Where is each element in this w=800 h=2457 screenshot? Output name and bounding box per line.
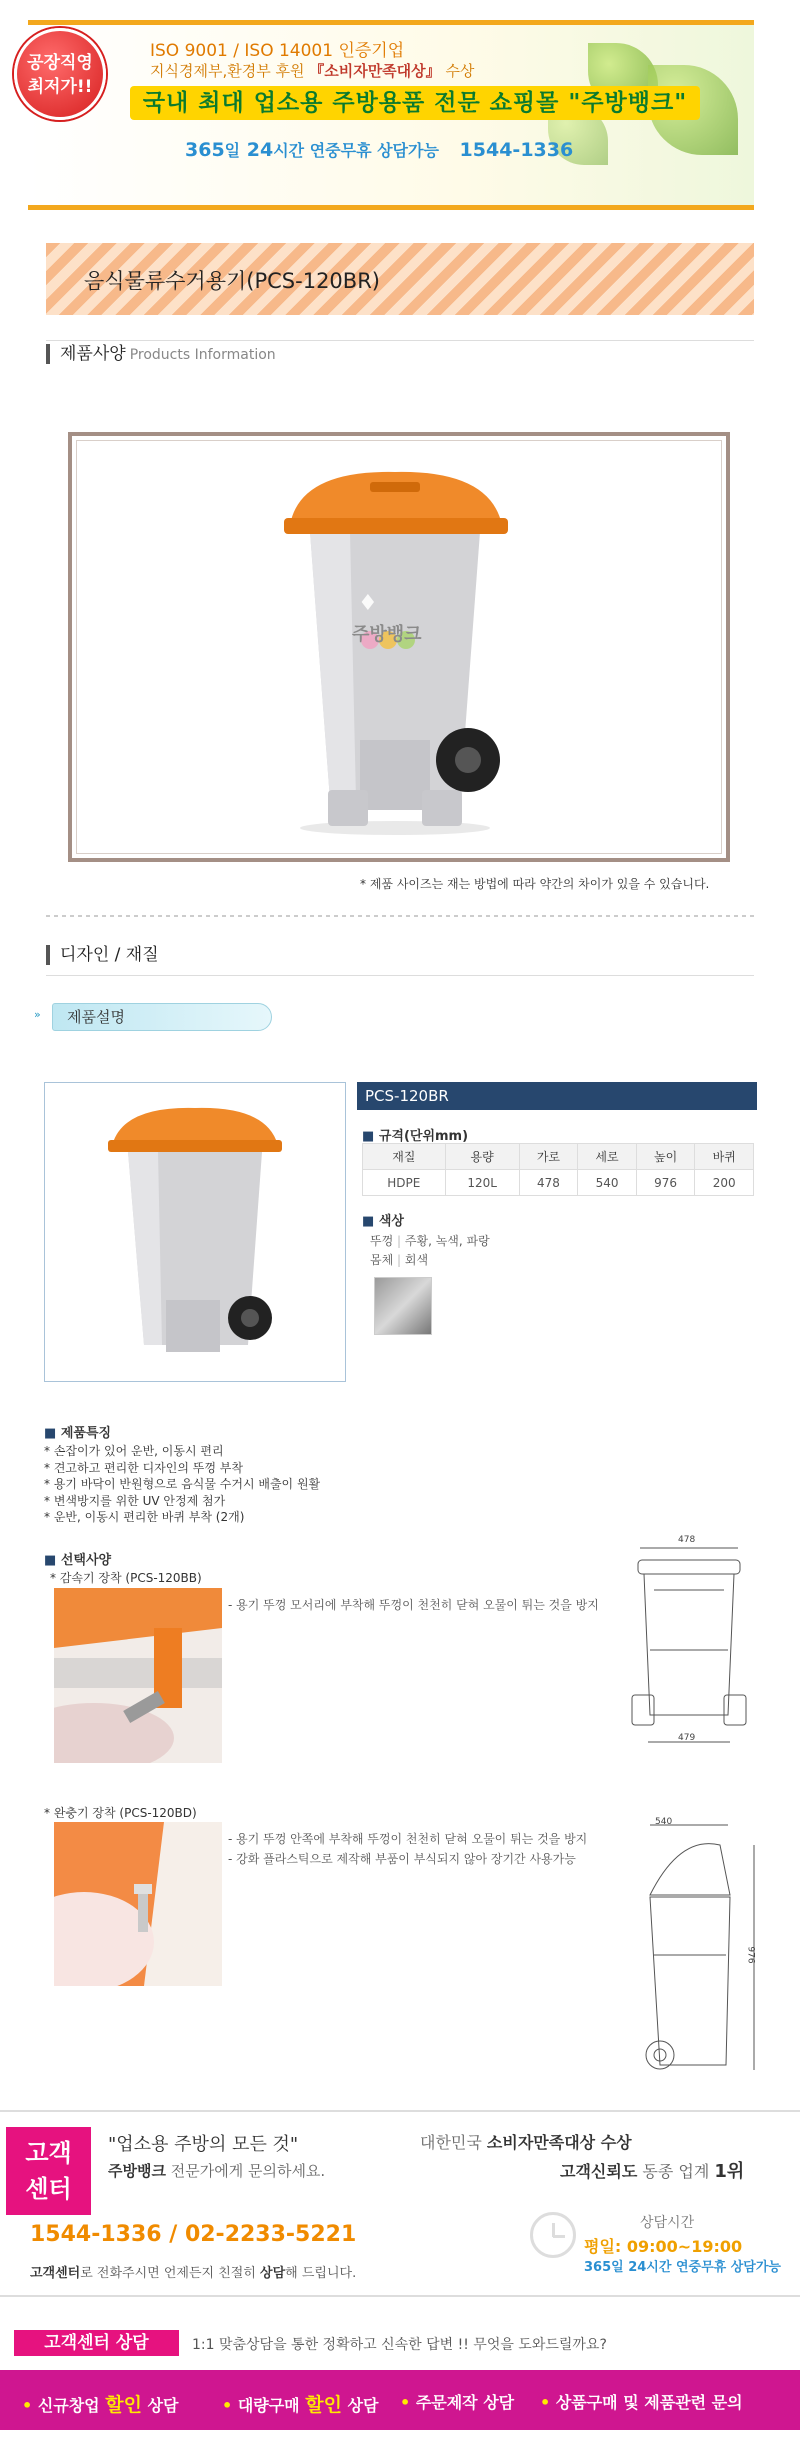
nav-pre: 대량구매 <box>237 2396 300 2415</box>
option1-desc: - 용기 뚜껑 모서리에 부착해 뚜껑이 천천히 닫혀 오물이 튀는 것을 방지 <box>228 1598 599 1612</box>
nav-post: 상담 <box>347 2396 379 2415</box>
features-title: ■ 제품특징 <box>44 1426 112 1441</box>
feature-item: * 변색방지를 위한 UV 안정제 첨가 <box>44 1493 226 1508</box>
bin-main-image <box>270 460 520 840</box>
nav-item-custom[interactable]: • 주문제작 상담 <box>400 2393 515 2412</box>
option2-name: * 완충기 장착 (PCS-120BD) <box>44 1806 197 1820</box>
cc-award: 소비자만족대상 수상 <box>486 2133 632 2152</box>
hours-rest: 시간 연중무휴 상담가능 <box>273 141 439 160</box>
part-swatch-image[interactable] <box>374 1277 432 1335</box>
dim-top-width: 478 <box>678 1535 696 1545</box>
cc-footer-strong: 상담 <box>260 2266 286 2281</box>
banner-phone[interactable]: 1544-1336 <box>459 139 574 161</box>
buffer-photo <box>54 1822 222 1986</box>
consult-text: 1:1 맞춤상담을 통한 정확하고 신속한 답변 !! 무엇을 도와드릴까요? <box>192 2337 607 2353</box>
spec-header-cell: 높이 <box>636 1144 695 1170</box>
watermark: 주방뱅크 <box>352 624 422 645</box>
spec-header-cell: 바퀴 <box>695 1144 754 1170</box>
spec-value-cell: 976 <box>636 1170 695 1196</box>
cc-footer-suffix: 해 드립니다. <box>285 2266 357 2281</box>
option2-desc: - 강화 플라스틱으로 제작해 부품이 부식되지 않아 장기간 사용가능 <box>228 1852 576 1866</box>
feature-item: * 운반, 이동시 편리한 바퀴 부착 (2개) <box>44 1510 245 1524</box>
divider <box>46 915 754 917</box>
dim-bottom-width: 479 <box>678 1733 696 1743</box>
divider <box>46 975 754 976</box>
option1-name: * 감속기 장착 (PCS-120BB) <box>50 1571 202 1585</box>
nav-item-inquiry[interactable]: • 상품구매 및 제품관련 문의 <box>540 2393 743 2412</box>
spec-value-cell: 540 <box>578 1170 637 1196</box>
options-title: ■ 선택사양 <box>44 1553 112 1568</box>
dim-height: 976 <box>745 1946 756 1964</box>
cc-trust-line <box>560 2157 744 2183</box>
divider <box>46 340 754 341</box>
feature-item: * 용기 바닥이 반원형으로 음식물 수거시 배출이 원활 <box>44 1477 321 1491</box>
consult-nav-bar <box>0 2370 800 2430</box>
color-label: ■ 색상 <box>362 1214 404 1229</box>
cc-award-prefix: 대한민국 <box>420 2133 482 2152</box>
customer-center-logo <box>6 2127 91 2215</box>
cc-footer <box>30 2262 356 2281</box>
sponsor-suffix: 수상 <box>445 62 475 80</box>
spec-value-cell: 478 <box>519 1170 578 1196</box>
dim-depth: 540 <box>655 1817 673 1827</box>
size-label-text: 규격(단위mm) <box>378 1129 469 1144</box>
slogan: 국내 최대 업소용 주방용품 전문 쇼핑몰 "주방뱅크" <box>130 86 700 120</box>
feature-item: * 견고하고 편리한 디자인의 뚜껑 부착 <box>44 1460 243 1475</box>
hours-day: 일 <box>224 141 241 160</box>
nav-pre: 주문제작 상담 <box>415 2393 515 2412</box>
cc-footer-mid: 로 전화주시면 언제든지 친절히 <box>80 2266 256 2281</box>
cc-brand-suffix: 전문가에게 문의하세요. <box>170 2162 326 2180</box>
hours-365: 365 <box>185 139 225 161</box>
feature-item: * 손잡이가 있어 운반, 이동시 편리 <box>44 1444 224 1458</box>
features-title-text: 제품특징 <box>60 1426 112 1441</box>
section-heading-specs <box>46 344 276 364</box>
sponsor-prefix: 지식경제부,환경부 후원 <box>150 62 305 80</box>
product-title: 음식물류수거용기(PCS-120BR) <box>84 269 380 293</box>
nav-pre: 상품구매 및 제품관련 문의 <box>555 2393 743 2412</box>
front-view-drawing <box>620 1530 760 1760</box>
logo-line: 고객 <box>25 2139 72 2167</box>
size-note: * 제품 사이즈는 재는 방법에 따라 약간의 차이가 있을 수 있습니다. <box>360 877 710 891</box>
cc-trust-rank: 1위 <box>714 2161 745 2182</box>
model-bar: PCS-120BR <box>357 1082 757 1110</box>
product-title-bar <box>46 243 754 315</box>
badge-line: 최저가!! <box>27 77 93 97</box>
features-list <box>44 1443 320 1526</box>
section-title: 디자인 / 재질 <box>60 945 159 965</box>
spec-value-cell: 200 <box>695 1170 754 1196</box>
damper-photo <box>54 1588 222 1763</box>
cc-quote: "업소용 주방의 모든 것" <box>108 2134 299 2155</box>
lowest-price-badge <box>14 28 106 120</box>
cc-brand: 주방뱅크 <box>108 2162 166 2180</box>
clock-icon <box>530 2212 576 2258</box>
nav-highlight: 할인 <box>305 2394 342 2416</box>
cc-always: 365일 24시간 연중무휴 상담가능 <box>584 2260 781 2275</box>
spec-table <box>362 1143 754 1196</box>
spec-value-cell: HDPE <box>363 1170 446 1196</box>
spec-header-cell: 가로 <box>519 1144 578 1170</box>
spec-value-cell: 120L <box>445 1170 519 1196</box>
spec-header-cell: 재질 <box>363 1144 446 1170</box>
color-row: 몸체 | 회색 <box>370 1253 429 1267</box>
hours-24: 24 <box>246 139 274 161</box>
cc-weekday: 평일: 09:00~19:00 <box>584 2237 743 2256</box>
banner-hours-line <box>185 138 573 161</box>
cc-trust-mid: 동종 업계 <box>642 2162 710 2181</box>
color-part: 몸체 <box>370 1253 394 1267</box>
cc-footer-prefix: 고객센터 <box>30 2266 81 2281</box>
cc-hours-title: 상담시간 <box>640 2215 695 2231</box>
nav-item-bulk[interactable]: • 대량구매 할인 상담 <box>222 2394 379 2416</box>
cc-award-line <box>420 2130 632 2153</box>
color-part: 뚜껑 <box>370 1234 394 1248</box>
sponsor-line <box>150 60 474 81</box>
bin-thumbnail-image <box>100 1100 290 1370</box>
color-label-text: 색상 <box>378 1214 404 1229</box>
spec-header-cell: 세로 <box>578 1144 637 1170</box>
nav-highlight: 할인 <box>105 2394 142 2416</box>
nav-item-startup[interactable]: • 신규창업 할인 상담 <box>22 2394 179 2416</box>
badge-line: 공장직영 <box>27 53 93 73</box>
option2-desc: - 용기 뚜껑 안쪽에 부착해 뚜껑이 천천히 닫혀 오물이 튀는 것을 방지 <box>228 1832 588 1846</box>
section-heading-design <box>46 945 159 965</box>
watermark-text: ♦ <box>358 591 378 616</box>
double-chevron-icon: » <box>34 1008 41 1021</box>
size-label: ■ 규격(단위mm) <box>362 1129 469 1144</box>
section-title: 제품사양 <box>60 344 126 364</box>
logo-line: 센터 <box>25 2175 72 2203</box>
color-value: 주황, 녹색, 파랑 <box>404 1234 490 1248</box>
nav-pre: 신규창업 <box>37 2396 100 2415</box>
color-value: 회색 <box>404 1253 429 1267</box>
nav-post: 상담 <box>147 2396 179 2415</box>
color-row: 뚜껑 | 주황, 녹색, 파랑 <box>370 1234 490 1248</box>
sponsor-award: 『소비자만족대상』 <box>309 62 441 80</box>
options-title-text: 선택사양 <box>60 1553 112 1568</box>
consult-heading: 고객센터 상담 <box>14 2330 179 2356</box>
cc-brand-line <box>108 2160 325 2181</box>
iso-certification: ISO 9001 / ISO 14001 인증기업 <box>150 41 405 61</box>
section-subtitle: Products Information <box>129 347 276 363</box>
cc-trust-prefix: 고객신뢰도 <box>560 2162 638 2181</box>
spec-header-cell: 용량 <box>445 1144 519 1170</box>
product-description-tab[interactable]: 제품설명 <box>52 1003 272 1031</box>
cc-phones[interactable]: 1544-1336 / 02-2233-5221 <box>30 2222 357 2247</box>
spec-value-row <box>363 1170 754 1196</box>
spec-header-row <box>363 1144 754 1170</box>
